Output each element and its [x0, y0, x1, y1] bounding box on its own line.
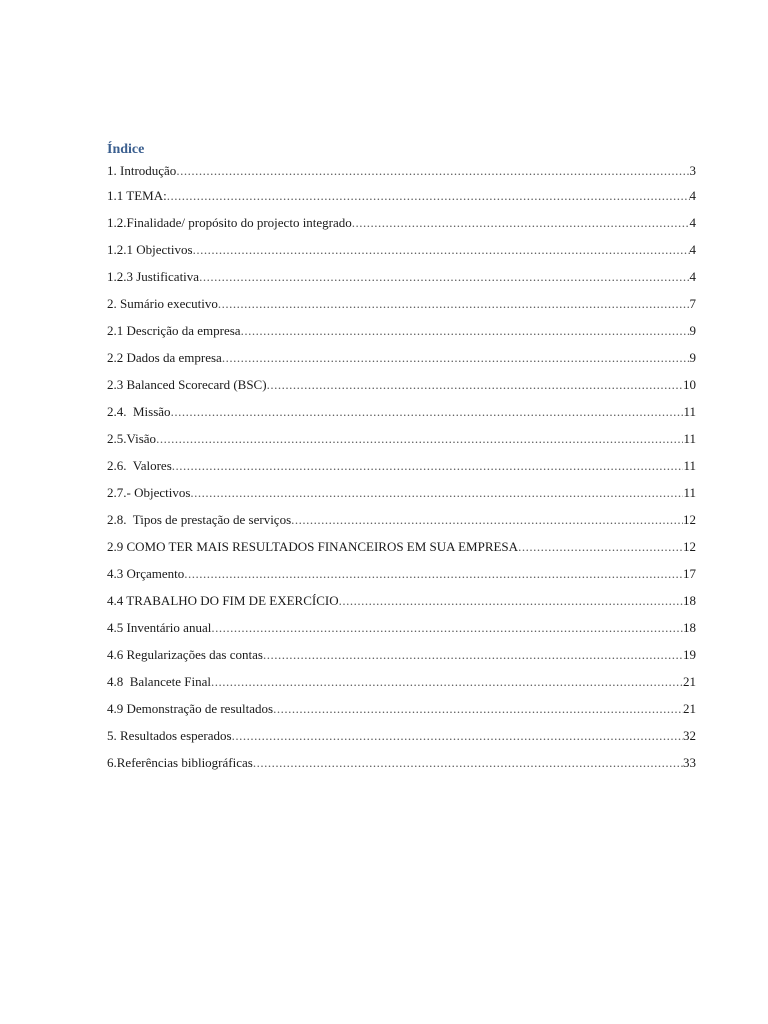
toc-leader-dots	[218, 290, 690, 317]
toc-leader-dots	[339, 587, 683, 614]
toc-entry-page: 11	[683, 404, 696, 419]
toc-leader-dots	[211, 614, 683, 641]
toc-entry-balancete-final[interactable]	[107, 668, 696, 695]
toc-entry-referencias[interactable]	[107, 749, 696, 776]
toc-leader-dots	[176, 160, 689, 182]
toc-entry-title: 2.5.Visão	[107, 431, 157, 446]
toc-entry-title: 1.2.Finalidade/ propósito do projecto integrado	[107, 215, 352, 230]
toc-entry-page: 10	[683, 377, 696, 392]
toc-entry-objectivos[interactable]	[107, 236, 696, 263]
toc-leader-dots	[156, 425, 683, 452]
toc-entry-title: 2.7.- Objectivos	[107, 485, 191, 500]
toc-entry-page: 18	[683, 593, 696, 608]
toc-entry-page: 11	[683, 458, 696, 473]
toc-entry-missao[interactable]	[107, 398, 696, 425]
toc-entry-title: 2.2 Dados da empresa	[107, 350, 222, 365]
toc-entry-title: 2.9 COMO TER MAIS RESULTADOS FINANCEIROS EM SUA EMPRESA	[107, 539, 519, 554]
toc-entry-title: 2.6. Valores	[107, 458, 172, 473]
toc-entry-title: 1.2.3 Justificativa	[107, 269, 200, 284]
toc-leader-dots	[222, 344, 690, 371]
toc-entry-title: 1.2.1 Objectivos	[107, 242, 193, 257]
toc-entry-page: 4	[689, 215, 696, 230]
toc-entry-page: 19	[683, 647, 696, 662]
toc-leader-dots	[267, 371, 683, 398]
toc-leader-dots	[273, 695, 683, 722]
toc-entry-title: 1. Introdução	[107, 163, 177, 178]
toc-leader-dots	[171, 398, 684, 425]
toc-leader-dots	[518, 533, 683, 560]
toc-entry-inventario-anual[interactable]	[107, 614, 696, 641]
toc-leader-dots	[352, 209, 690, 236]
toc-leader-dots	[241, 317, 690, 344]
toc-entry-orcamento[interactable]	[107, 560, 696, 587]
toc-entry-regularizacoes-contas[interactable]	[107, 641, 696, 668]
toc-entry-page: 4	[689, 269, 696, 284]
toc-entry-title: 2.4. Missão	[107, 404, 171, 419]
toc-entry-title: 6.Referências bibliográficas	[107, 755, 253, 770]
toc-entry-balanced-scorecard[interactable]	[107, 371, 696, 398]
toc-entry-trabalho-fim-exercicio[interactable]	[107, 587, 696, 614]
toc-entry-title: 2. Sumário executivo	[107, 296, 218, 311]
toc-entry-descricao-empresa[interactable]	[107, 317, 696, 344]
toc-entry-demonstracao-resultados[interactable]	[107, 695, 696, 722]
toc-entry-justificativa[interactable]	[107, 263, 696, 290]
toc-entry-title: 4.8 Balancete Final	[107, 674, 211, 689]
toc-leader-dots	[199, 263, 689, 290]
toc-entry-title: 2.1 Descrição da empresa	[107, 323, 241, 338]
document-page	[107, 140, 696, 776]
toc-leader-dots	[291, 506, 683, 533]
toc-leader-dots	[193, 236, 690, 263]
toc-entry-title: 2.3 Balanced Scorecard (BSC)	[107, 377, 267, 392]
toc-entry-page: 32	[683, 728, 696, 743]
toc-entry-tipos-servicos[interactable]	[107, 506, 696, 533]
toc-entry-page: 4	[689, 188, 696, 203]
toc-entry-page: 17	[683, 566, 696, 581]
toc-entry-page: 9	[689, 323, 696, 338]
toc-entry-page: 12	[683, 539, 696, 554]
toc-entry-page: 4	[689, 242, 696, 257]
toc-entry-page: 3	[689, 163, 696, 178]
toc-entry-introducao[interactable]	[107, 160, 696, 182]
toc-entry-page: 33	[683, 755, 696, 770]
toc-entry-resultados-esperados[interactable]	[107, 722, 696, 749]
toc-entry-title: 4.6 Regularizações das contas	[107, 647, 263, 662]
toc-entry-sumario-executivo[interactable]	[107, 290, 696, 317]
toc-leader-dots	[253, 749, 683, 776]
toc-entry-page: 11	[683, 485, 696, 500]
toc-entry-title: 4.4 TRABALHO DO FIM DE EXERCÍCIO	[107, 593, 339, 608]
toc-leader-dots	[184, 560, 683, 587]
toc-entry-title: 4.3 Orçamento	[107, 566, 185, 581]
toc-leader-dots	[263, 641, 683, 668]
toc-leader-dots	[190, 479, 683, 506]
toc-entry-objectivos-2[interactable]	[107, 479, 696, 506]
toc-leader-dots	[172, 452, 684, 479]
toc-entry-title: 1.1 TEMA:	[107, 188, 167, 203]
toc-entry-dados-empresa[interactable]	[107, 344, 696, 371]
toc-entry-title: 4.5 Inventário anual	[107, 620, 212, 635]
toc-leader-dots	[232, 722, 683, 749]
toc-leader-dots	[167, 182, 690, 209]
toc-entry-title: 2.8. Tipos de prestação de serviços	[107, 512, 292, 527]
toc-heading: Índice	[107, 142, 145, 157]
toc-leader-dots	[211, 668, 683, 695]
toc-entry-title: 4.9 Demonstração de resultados	[107, 701, 274, 716]
toc-entry-page: 12	[683, 512, 696, 527]
toc-entry-page: 21	[683, 701, 696, 716]
toc-entry-page: 7	[689, 296, 696, 311]
toc-entry-page: 11	[683, 431, 696, 446]
toc-entry-finalidade[interactable]	[107, 209, 696, 236]
toc-entry-page: 21	[683, 674, 696, 689]
toc-entry-page: 18	[683, 620, 696, 635]
toc-entry-title: 5. Resultados esperados	[107, 728, 232, 743]
toc-list	[107, 160, 696, 776]
toc-entry-page: 9	[689, 350, 696, 365]
toc-entry-resultados-financeiros[interactable]	[107, 533, 696, 560]
toc-entry-tema[interactable]	[107, 182, 696, 209]
toc-entry-visao[interactable]	[107, 425, 696, 452]
toc-entry-valores[interactable]	[107, 452, 696, 479]
